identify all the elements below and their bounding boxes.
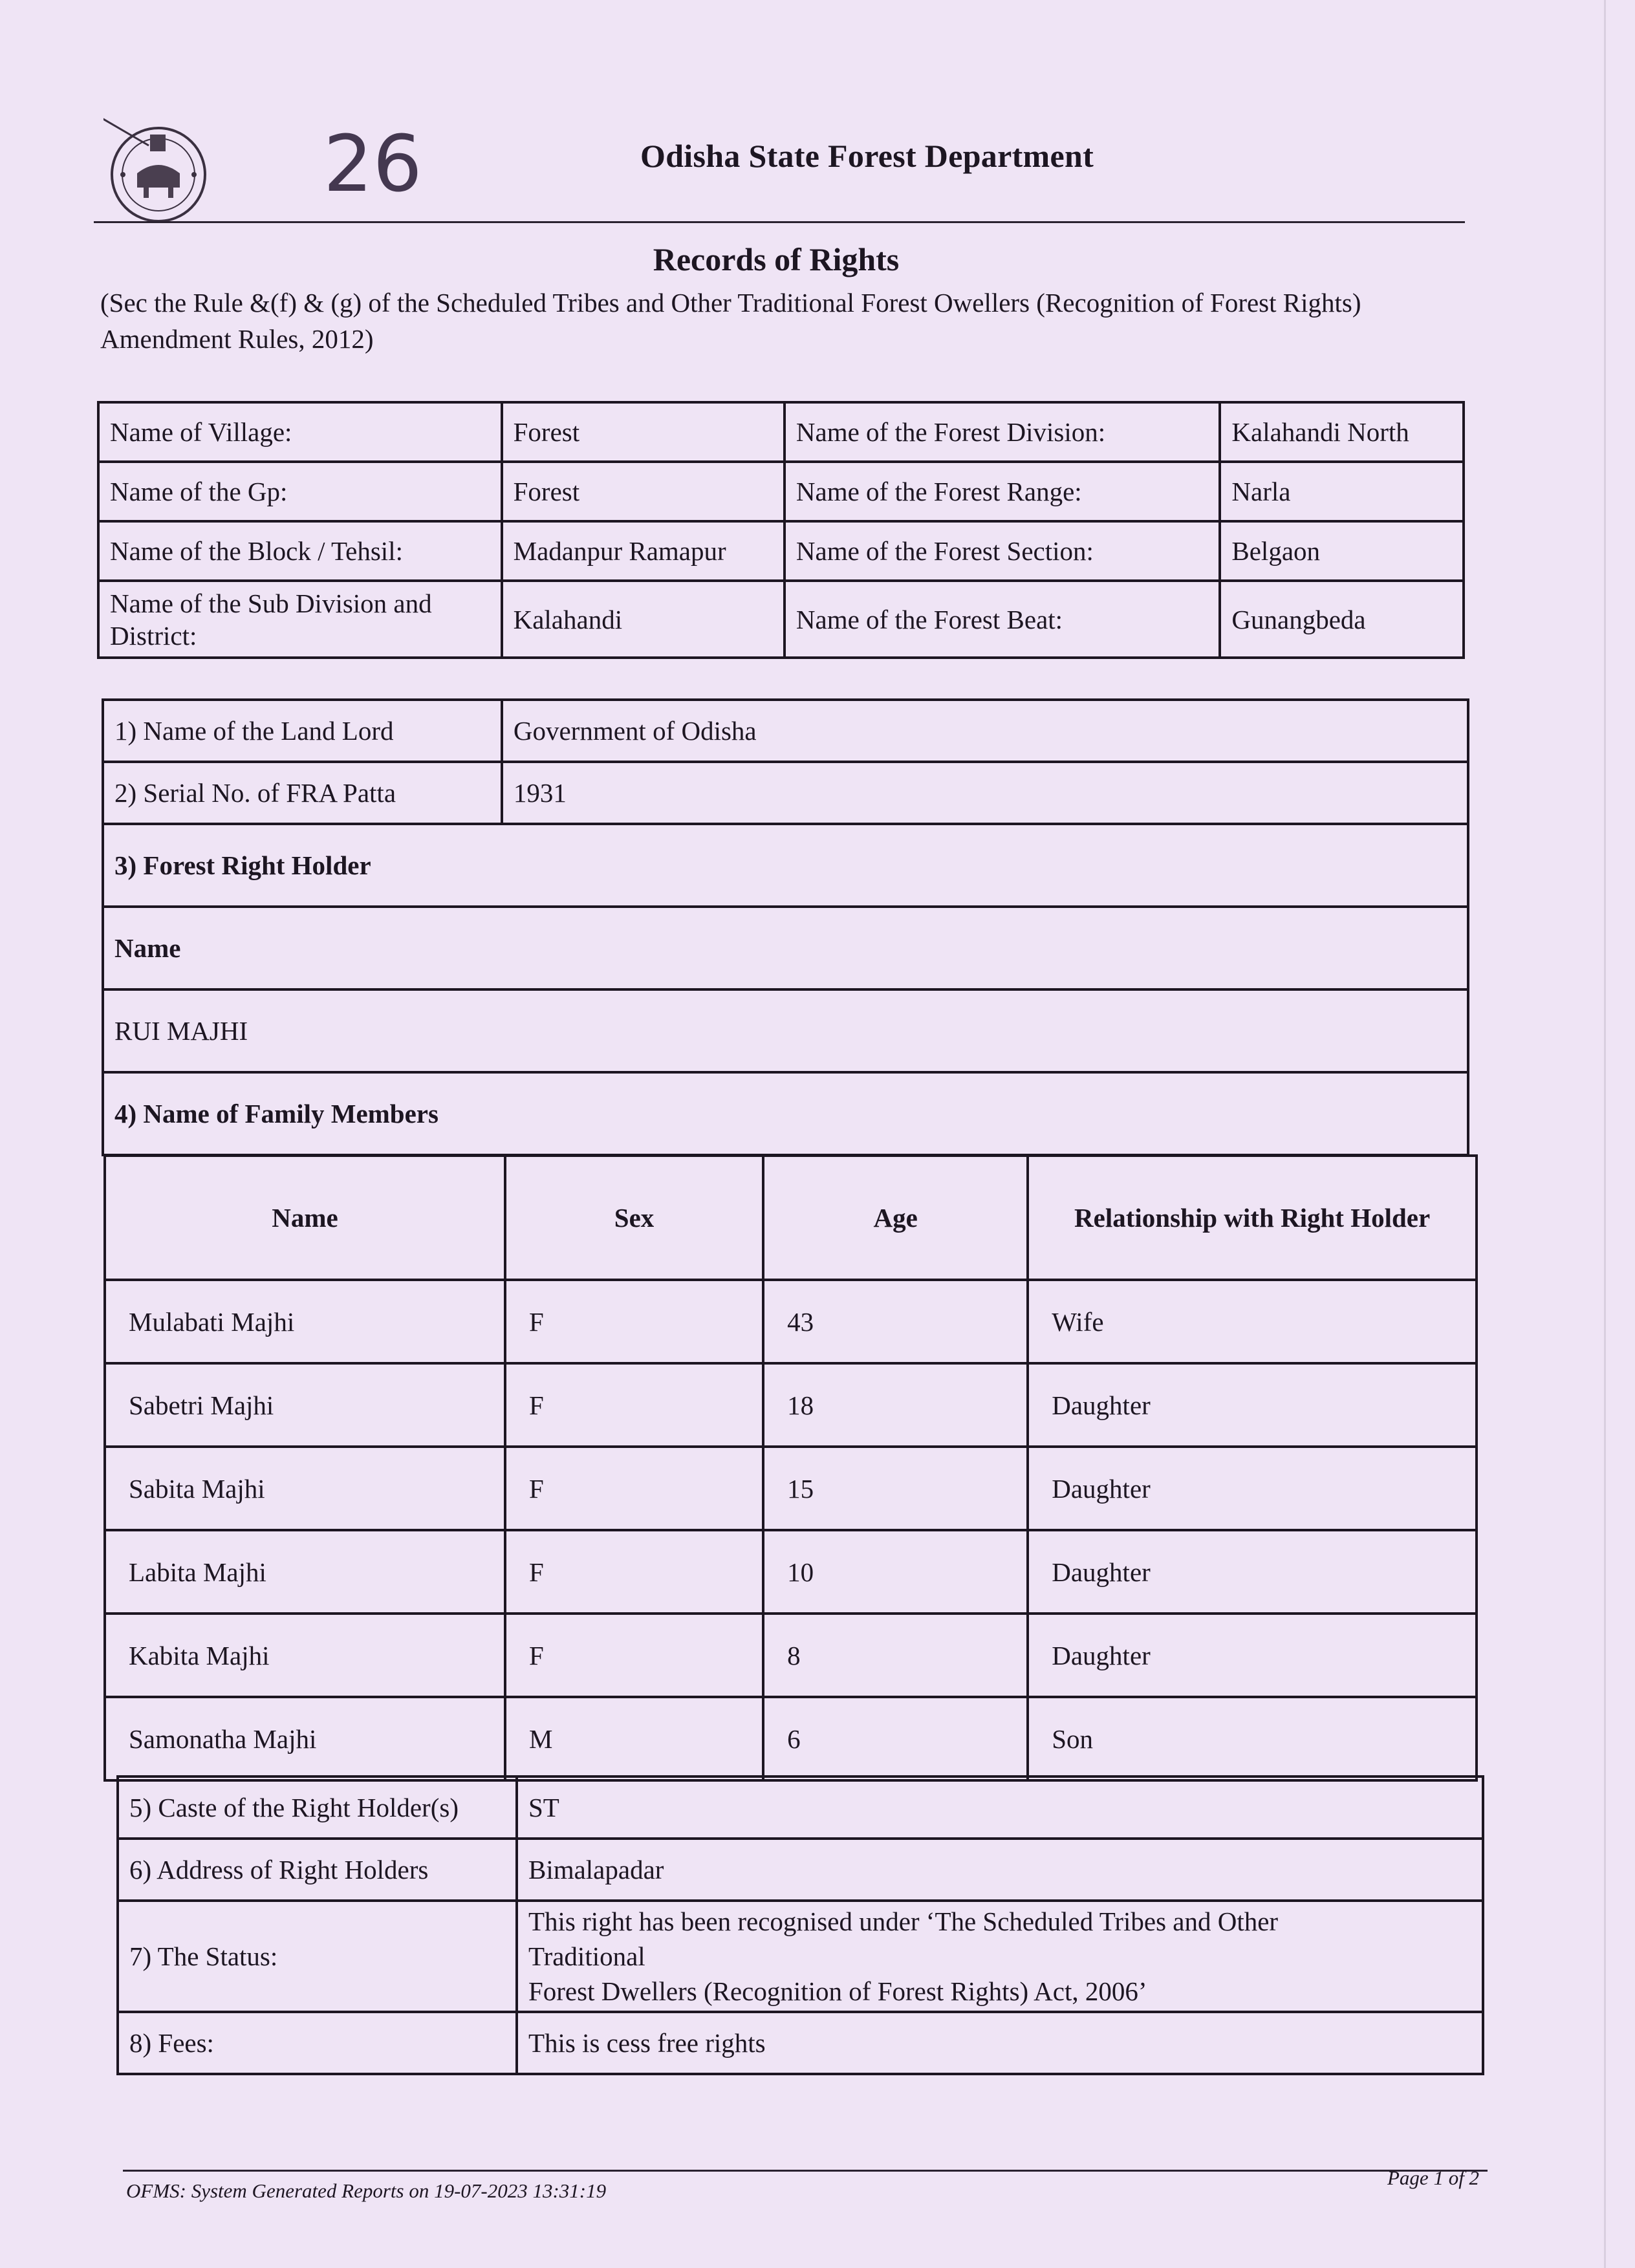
right-holder-name: RUI MAJHI	[103, 989, 1468, 1072]
right-holder-heading: 3) Forest Right Holder	[103, 824, 1468, 907]
gp-label: Name of the Gp:	[98, 462, 502, 521]
column-header-sex: Sex	[505, 1156, 763, 1280]
footer-divider	[123, 2170, 1488, 2172]
beat-label: Name of the Forest Beat:	[785, 581, 1220, 658]
scan-edge	[1604, 0, 1606, 2268]
member-age: 10	[763, 1530, 1028, 1614]
serial-label: 2) Serial No. of FRA Patta	[103, 762, 502, 824]
table-row	[105, 1280, 1477, 1363]
record-table	[102, 698, 1469, 1156]
member-age: 8	[763, 1614, 1028, 1697]
table-row	[103, 762, 1468, 824]
member-sex: F	[505, 1447, 763, 1530]
division-value: Kalahandi North	[1220, 402, 1464, 462]
land-lord-label: 1) Name of the Land Lord	[103, 700, 502, 762]
block-value: Madanpur Ramapur	[502, 521, 785, 581]
beat-value: Gunangbeda	[1220, 581, 1464, 658]
member-relation: Daughter	[1028, 1614, 1477, 1697]
location-table	[97, 401, 1465, 659]
fees-value: This is cess free rights	[517, 2012, 1483, 2074]
table-row	[118, 1839, 1483, 1901]
table-row	[103, 907, 1468, 989]
table-row	[103, 824, 1468, 907]
table-header-row	[105, 1156, 1477, 1280]
member-name: Mulabati Majhi	[105, 1280, 505, 1363]
table-row	[118, 1777, 1483, 1839]
table-row	[118, 1901, 1483, 2012]
address-value: Bimalapadar	[517, 1839, 1483, 1901]
table-row	[103, 700, 1468, 762]
status-value	[517, 1901, 1483, 2012]
fees-label: 8) Fees:	[118, 2012, 517, 2074]
handwritten-number-mark	[310, 113, 433, 210]
table-row	[118, 2012, 1483, 2074]
family-members-table	[103, 1154, 1478, 1782]
rule-reference: (Sec the Rule &(f) & (g) of the Scheduled Tribes and Other Traditional Forest Owellers (Recognition of Forest Rights) Amendment Rules, 2012)	[100, 288, 1361, 354]
member-age: 15	[763, 1447, 1028, 1530]
section-value: Belgaon	[1220, 521, 1464, 581]
caste-label: 5) Caste of the Right Holder(s)	[118, 1777, 517, 1839]
member-relation: Wife	[1028, 1280, 1477, 1363]
status-table	[116, 1775, 1484, 2075]
generated-timestamp: OFMS: System Generated Reports on 19-07-2023 13:31:19	[126, 2179, 607, 2202]
column-header-relationship: Relationship with Right Holder	[1028, 1156, 1477, 1280]
table-row	[103, 1072, 1468, 1155]
member-name: Sabita Majhi	[105, 1447, 505, 1530]
header-divider	[94, 221, 1465, 223]
member-age: 6	[763, 1697, 1028, 1780]
table-row	[98, 402, 1464, 462]
subdivision-label: Name of the Sub Division and District:	[98, 581, 502, 658]
member-sex: F	[505, 1363, 763, 1447]
member-relation: Daughter	[1028, 1447, 1477, 1530]
member-sex: F	[505, 1614, 763, 1697]
member-relation: Daughter	[1028, 1363, 1477, 1447]
member-sex: F	[505, 1530, 763, 1614]
range-label: Name of the Forest Range:	[785, 462, 1220, 521]
svg-text:26: 26	[323, 120, 422, 210]
block-label: Name of the Block / Tehsil:	[98, 521, 502, 581]
section-label: Name of the Forest Section:	[785, 521, 1220, 581]
name-heading: Name	[103, 907, 1468, 989]
subdivision-value: Kalahandi	[502, 581, 785, 658]
range-value: Narla	[1220, 462, 1464, 521]
table-row	[105, 1447, 1477, 1530]
page-number: Page 1 of 2	[1387, 2166, 1480, 2189]
table-row	[105, 1363, 1477, 1447]
status-label: 7) The Status:	[118, 1901, 517, 2012]
member-name: Kabita Majhi	[105, 1614, 505, 1697]
column-header-name: Name	[105, 1156, 505, 1280]
document-title: Records of Rights	[653, 241, 900, 277]
member-sex: F	[505, 1280, 763, 1363]
status-line: This right has been recognised under ‘The Scheduled Tribes and Other	[528, 1906, 1279, 1936]
gp-value: Forest	[502, 462, 785, 521]
table-row	[105, 1697, 1477, 1780]
member-sex: M	[505, 1697, 763, 1780]
status-line: Forest Dwellers (Recognition of Forest Rights) Act, 2006’	[528, 1976, 1147, 2006]
village-value: Forest	[502, 402, 785, 462]
odisha-emblem-icon	[103, 110, 210, 226]
table-row	[103, 989, 1468, 1072]
division-label: Name of the Forest Division:	[785, 402, 1220, 462]
table-row	[105, 1530, 1477, 1614]
member-relation: Daughter	[1028, 1530, 1477, 1614]
member-name: Samonatha Majhi	[105, 1697, 505, 1780]
member-name: Sabetri Majhi	[105, 1363, 505, 1447]
table-row	[98, 462, 1464, 521]
village-label: Name of Village:	[98, 402, 502, 462]
department-title: Odisha State Forest Department	[640, 138, 1094, 174]
address-label: 6) Address of Right Holders	[118, 1839, 517, 1901]
table-row	[105, 1614, 1477, 1697]
member-name: Labita Majhi	[105, 1530, 505, 1614]
family-heading: 4) Name of Family Members	[103, 1072, 1468, 1155]
member-age: 18	[763, 1363, 1028, 1447]
column-header-age: Age	[763, 1156, 1028, 1280]
table-row	[98, 581, 1464, 658]
serial-value: 1931	[502, 762, 1468, 824]
table-row	[98, 521, 1464, 581]
land-lord-value: Government of Odisha	[502, 700, 1468, 762]
member-age: 43	[763, 1280, 1028, 1363]
status-line: Traditional	[528, 1941, 645, 1971]
member-relation: Son	[1028, 1697, 1477, 1780]
caste-value: ST	[517, 1777, 1483, 1839]
